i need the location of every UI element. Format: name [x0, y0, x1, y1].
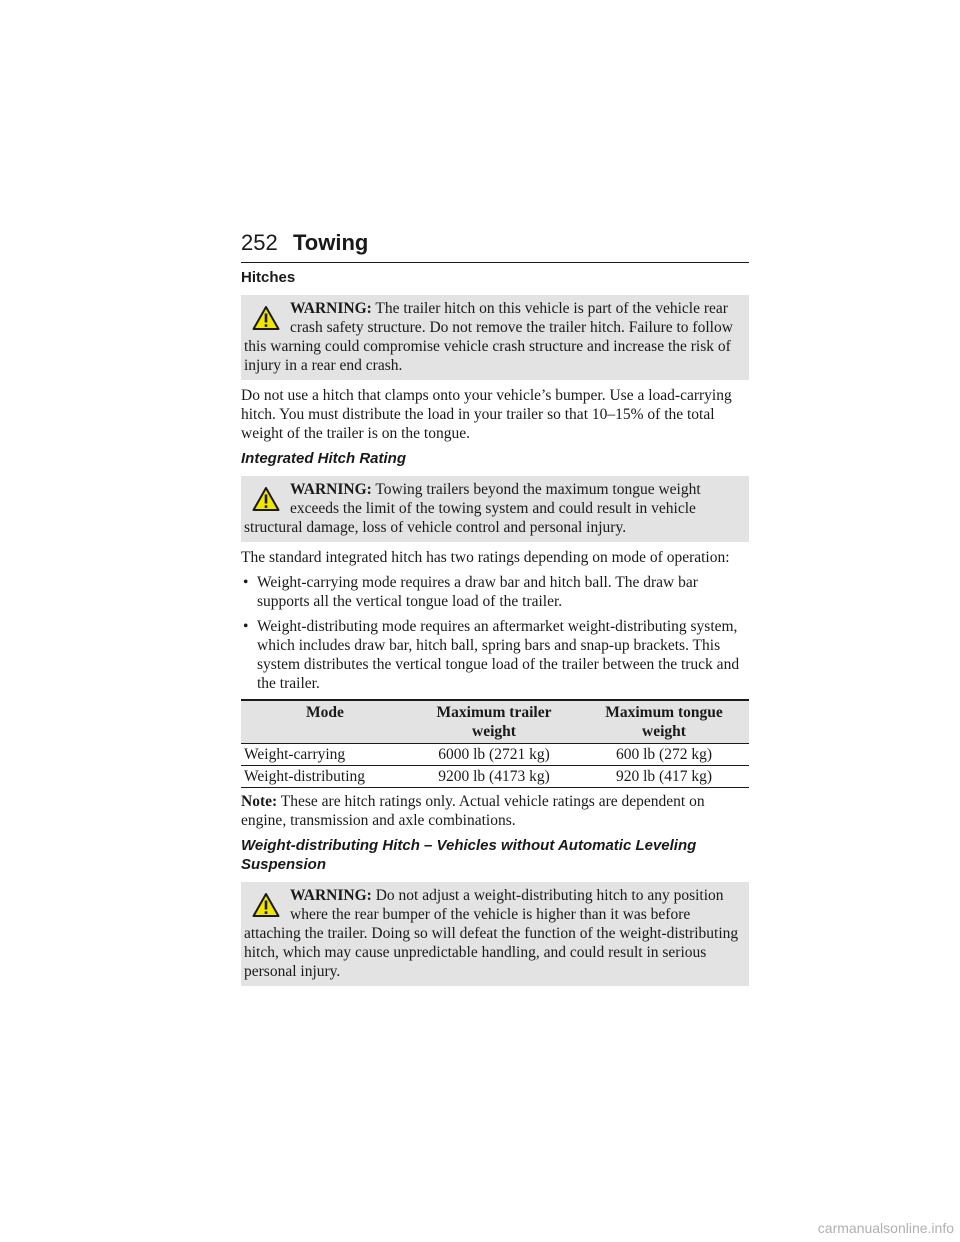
table-header-cell: Mode	[241, 700, 409, 744]
list-item	[241, 573, 749, 611]
section-title-hitches: Hitches	[241, 269, 296, 286]
warning-box	[241, 476, 749, 542]
page-content	[241, 268, 749, 992]
list-item-text: Weight-carrying mode requires a draw bar and hitch ball. The draw bar supports all the vertical tongue load of the trailer.	[257, 574, 698, 610]
table-row	[241, 744, 749, 766]
warning-box	[241, 882, 749, 986]
page-header	[241, 228, 749, 263]
note-text: These are hitch ratings only. Actual vehicle ratings are dependent on engine, transmission and axle combinations.	[241, 793, 705, 829]
bullet: •	[243, 574, 249, 591]
list-item-text: Weight-distributing mode requires an aftermarket weight-distributing system, which includes draw bar, hitch ball, spring bars and snap-up brackets. This system distributes the vertical tongue load of the trailer between the truck and the trailer.	[257, 618, 740, 692]
warning-triangle-icon	[244, 480, 288, 516]
warning-text: The trailer hitch on this vehicle is part of the vehicle rear crash safety structure. Do not remove the trailer hitch. Failure to follow this warning could compromise vehicle crash structure and increase the risk of injury in a rear end crash.	[244, 300, 733, 374]
watermark: carmanualsonline.info	[817, 1220, 954, 1236]
warning-label: WARNING:	[290, 300, 372, 317]
paragraph: Do not use a hitch that clamps onto your vehicle’s bumper. Use a load-carrying hitch. You must distribute the load in your trailer so that 10–15% of the total weight of the trailer is on the tongue.	[241, 387, 732, 442]
table-cell: 6000 lb (2721 kg)	[409, 744, 579, 766]
bullet: •	[243, 618, 249, 635]
table-cell: 9200 lb (4173 kg)	[409, 766, 579, 788]
paragraph: The standard integrated hitch has two ratings depending on mode of operation:	[241, 549, 730, 566]
warning-label: WARNING:	[290, 481, 372, 498]
table-cell: 920 lb (417 kg)	[579, 766, 749, 788]
bullet-list	[241, 573, 749, 693]
warning-box	[241, 295, 749, 380]
table-cell: Weight-carrying	[241, 744, 409, 766]
table-cell: Weight-distributing	[241, 766, 409, 788]
warning-text: Do not adjust a weight-distributing hitch to any position where the rear bumper of the vehicle is higher than it was before attaching the trailer. Doing so will defeat the function of the weight-distributing hitch, which may cause unpredictable handling, and could result in serious personal injury.	[244, 887, 739, 980]
section-title-weight-distributing-hitch: Weight-distributing Hitch – Vehicles without Automatic Leveling Suspension	[241, 837, 697, 873]
warning-triangle-icon	[244, 299, 288, 335]
note-label: Note:	[241, 793, 278, 810]
list-item	[241, 617, 749, 693]
table-row	[241, 766, 749, 788]
table-header-cell: Maximum trailer weight	[409, 700, 579, 744]
table-header-row	[241, 700, 749, 744]
hitch-rating-table	[241, 699, 749, 788]
table-header-cell: Maximum tongue weight	[579, 700, 749, 744]
warning-label: WARNING:	[290, 887, 372, 904]
warning-text: Towing trailers beyond the maximum tongue weight exceeds the limit of the towing system and could result in vehicle structural damage, loss of vehicle control and personal injury.	[244, 481, 701, 536]
chapter-title: Towing	[293, 230, 369, 255]
table-cell: 600 lb (272 kg)	[579, 744, 749, 766]
warning-triangle-icon	[244, 886, 288, 922]
section-title-integrated-hitch-rating: Integrated Hitch Rating	[241, 450, 407, 467]
page-number: 252	[241, 230, 278, 255]
note	[241, 792, 749, 830]
